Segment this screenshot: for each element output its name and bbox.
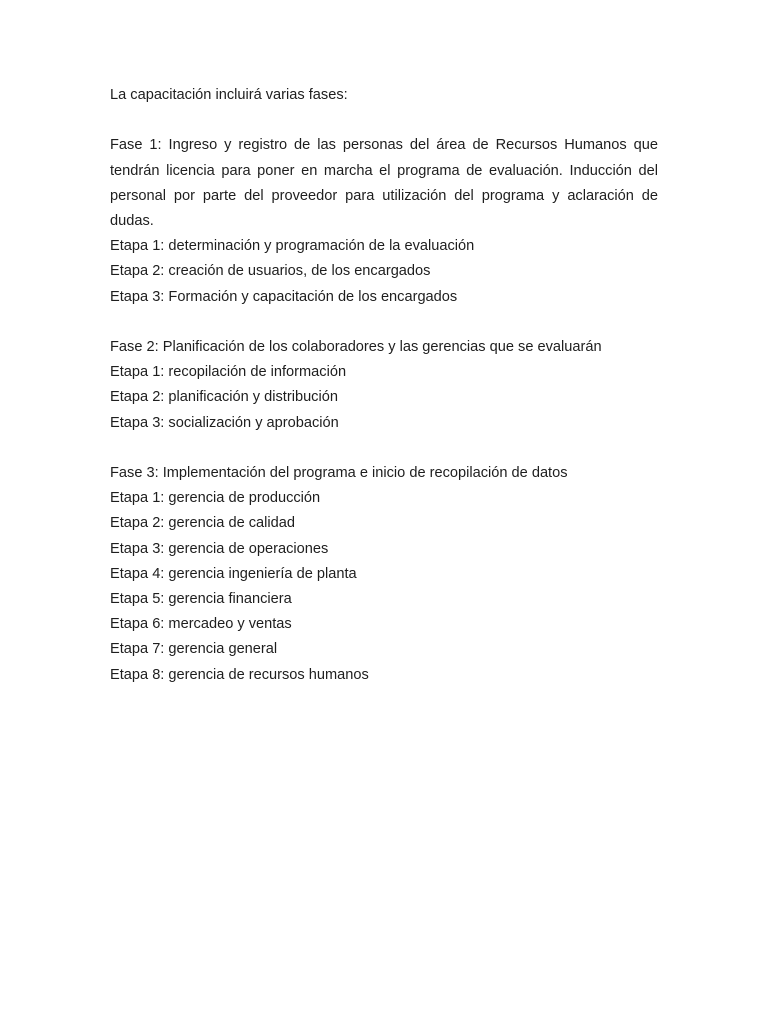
phase-2-stage-3: Etapa 3: socialización y aprobación [110, 414, 339, 431]
phase-1-stage-list [110, 234, 658, 310]
phase-1-stage-3: Etapa 3: Formación y capacitación de los encargados [110, 288, 458, 305]
phase-1-section [110, 133, 658, 309]
phase-3-stage-7: Etapa 7: gerencia general [110, 641, 278, 658]
phase-3-stage-5: Etapa 5: gerencia financiera [110, 591, 292, 608]
phase-2-section [110, 335, 658, 436]
phase-1-stage-2: Etapa 2: creación de usuarios, de los encargados [110, 263, 431, 280]
phase-3-stage-8: Etapa 8: gerencia de recursos humanos [110, 666, 369, 683]
phase-2-stage-1: Etapa 1: recopilación de información [110, 364, 347, 381]
phase-3-stage-list [110, 486, 658, 688]
phase-3-stage-1: Etapa 1: gerencia de producción [110, 490, 321, 507]
phase-3-stage-6: Etapa 6: mercadeo y ventas [110, 616, 292, 633]
phase-1-stage-1: Etapa 1: determinación y programación de la evaluación [110, 238, 475, 255]
phase-2-text: Fase 2: Planificación de los colaboradores y las gerencias que se evaluarán [110, 339, 602, 355]
phase-3-stage-3: Etapa 3: gerencia de operaciones [110, 540, 329, 557]
document-page [110, 83, 658, 713]
phase-2-stage-2: Etapa 2: planificación y distribución [110, 389, 338, 406]
intro-paragraph: La capacitación incluirá varias fases: [110, 87, 348, 103]
phase-3-section [110, 461, 658, 688]
phase-3-stage-4: Etapa 4: gerencia ingeniería de planta [110, 565, 357, 582]
phase-1-text: Fase 1: Ingreso y registro de las personas del área de Recursos Humanos que tendrán licencia para poner en marcha el programa de evaluación. Inducción del personal por parte del proveedor para utilización del programa y aclaración de dudas. [110, 137, 658, 229]
phase-3-text: Fase 3: Implementación del programa e inicio de recopilación de datos [110, 465, 568, 481]
phase-2-stage-list [110, 360, 658, 436]
phase-3-stage-2: Etapa 2: gerencia de calidad [110, 515, 295, 532]
